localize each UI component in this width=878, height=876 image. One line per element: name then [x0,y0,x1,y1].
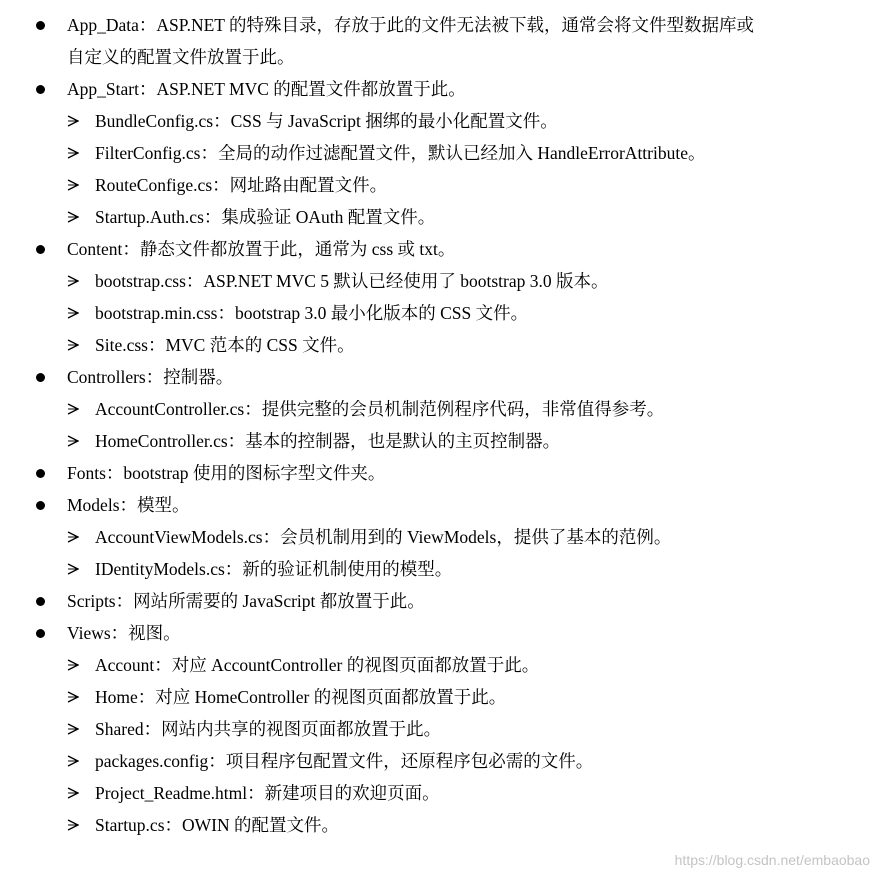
list-item-text: bootstrap.min.css：bootstrap 3.0 最小化版本的 CSS 文件。 [95,303,529,323]
bullet-dot-icon [36,85,45,94]
sub-list-item [0,297,878,329]
list-item-text: Fonts：bootstrap 使用的图标字型文件夹。 [67,463,386,483]
sub-list-item [0,553,878,585]
list-item-text: App_Start：ASP.NET MVC 的配置文件都放置于此。 [67,79,466,99]
list-item-text: FilterConfig.cs：全局的动作过滤配置文件，默认已经加入 HandleErrorAttribute。 [95,143,706,163]
bullet-dot-icon [36,245,45,254]
list-item [0,489,878,521]
bullet-dot-icon [36,21,45,30]
list-item-text: App_Data：ASP.NET 的特殊目录，存放于此的文件无法被下载，通常会将文件型数据库或 [67,15,755,35]
sub-list-item [0,425,878,457]
sub-list-item [0,169,878,201]
list-item-text: 自定义的配置文件放置于此。 [67,47,295,67]
arrow-bullet-icon [67,649,81,681]
list-item-text: AccountController.cs：提供完整的会员机制范例程序代码，非常值得参考。 [95,399,665,419]
list-item-text: RouteConfige.cs：网址路由配置文件。 [95,175,388,195]
list-item [0,457,878,489]
arrow-bullet-icon [67,137,81,169]
bullet-dot-icon [36,629,45,638]
arrow-bullet-icon [67,809,81,841]
list-item-text: Startup.Auth.cs：集成验证 OAuth 配置文件。 [95,207,436,227]
sub-list-item [0,329,878,361]
bullet-dot-icon [36,373,45,382]
arrow-bullet-icon [67,521,81,553]
arrow-bullet-icon [67,329,81,361]
sub-list-item [0,681,878,713]
arrow-bullet-icon [67,777,81,809]
sub-list-item [0,809,878,841]
arrow-bullet-icon [67,393,81,425]
list-item [0,617,878,649]
list-item-continuation [0,41,878,73]
list-item-text: Project_Readme.html：新建项目的欢迎页面。 [95,783,440,803]
list-item-text: Shared：网站内共享的视图页面都放置于此。 [95,719,442,739]
sub-list-item [0,201,878,233]
list-item-text: Startup.cs：OWIN 的配置文件。 [95,815,339,835]
list-item-text: Content：静态文件都放置于此，通常为 css 或 txt。 [67,239,456,259]
list-item-text: IDentityModels.cs：新的验证机制使用的模型。 [95,559,453,579]
list-item [0,585,878,617]
sub-list-item [0,137,878,169]
sub-list-item [0,105,878,137]
sub-list-item [0,745,878,777]
list-item-text: Account：对应 AccountController 的视图页面都放置于此。 [95,655,540,675]
arrow-bullet-icon [67,425,81,457]
arrow-bullet-icon [67,169,81,201]
sub-list-item [0,393,878,425]
list-item-text: Home：对应 HomeController 的视图页面都放置于此。 [95,687,507,707]
sub-list-item [0,777,878,809]
arrow-bullet-icon [67,297,81,329]
sub-list-item [0,649,878,681]
bullet-dot-icon [36,597,45,606]
arrow-bullet-icon [67,201,81,233]
list-item-text: Views：视图。 [67,623,181,643]
list-item-text: Site.css：MVC 范本的 CSS 文件。 [95,335,355,355]
list-item-text: BundleConfig.cs：CSS 与 JavaScript 捆绑的最小化配置文件。 [95,111,558,131]
sub-list-item [0,521,878,553]
list-item-text: Controllers：控制器。 [67,367,234,387]
sub-list-item [0,713,878,745]
bullet-dot-icon [36,469,45,478]
list-item-text: HomeController.cs：基本的控制器，也是默认的主页控制器。 [95,431,561,451]
document-list [0,9,878,841]
list-item-text: packages.config：项目程序包配置文件，还原程序包必需的文件。 [95,751,594,771]
arrow-bullet-icon [67,553,81,585]
arrow-bullet-icon [67,713,81,745]
arrow-bullet-icon [67,105,81,137]
bullet-dot-icon [36,501,45,510]
list-item [0,361,878,393]
watermark: https://blog.csdn.net/embaobao [674,852,870,868]
arrow-bullet-icon [67,265,81,297]
list-item [0,233,878,265]
list-item-text: Scripts：网站所需要的 JavaScript 都放置于此。 [67,591,425,611]
list-item [0,73,878,105]
list-item-text: bootstrap.css：ASP.NET MVC 5 默认已经使用了 bootstrap 3.0 版本。 [95,271,609,291]
list-item-text: Models：模型。 [67,495,190,515]
arrow-bullet-icon [67,681,81,713]
sub-list-item [0,265,878,297]
arrow-bullet-icon [67,745,81,777]
list-item-text: AccountViewModels.cs：会员机制用到的 ViewModels，提供了基本的范例。 [95,527,672,547]
list-item [0,9,878,41]
